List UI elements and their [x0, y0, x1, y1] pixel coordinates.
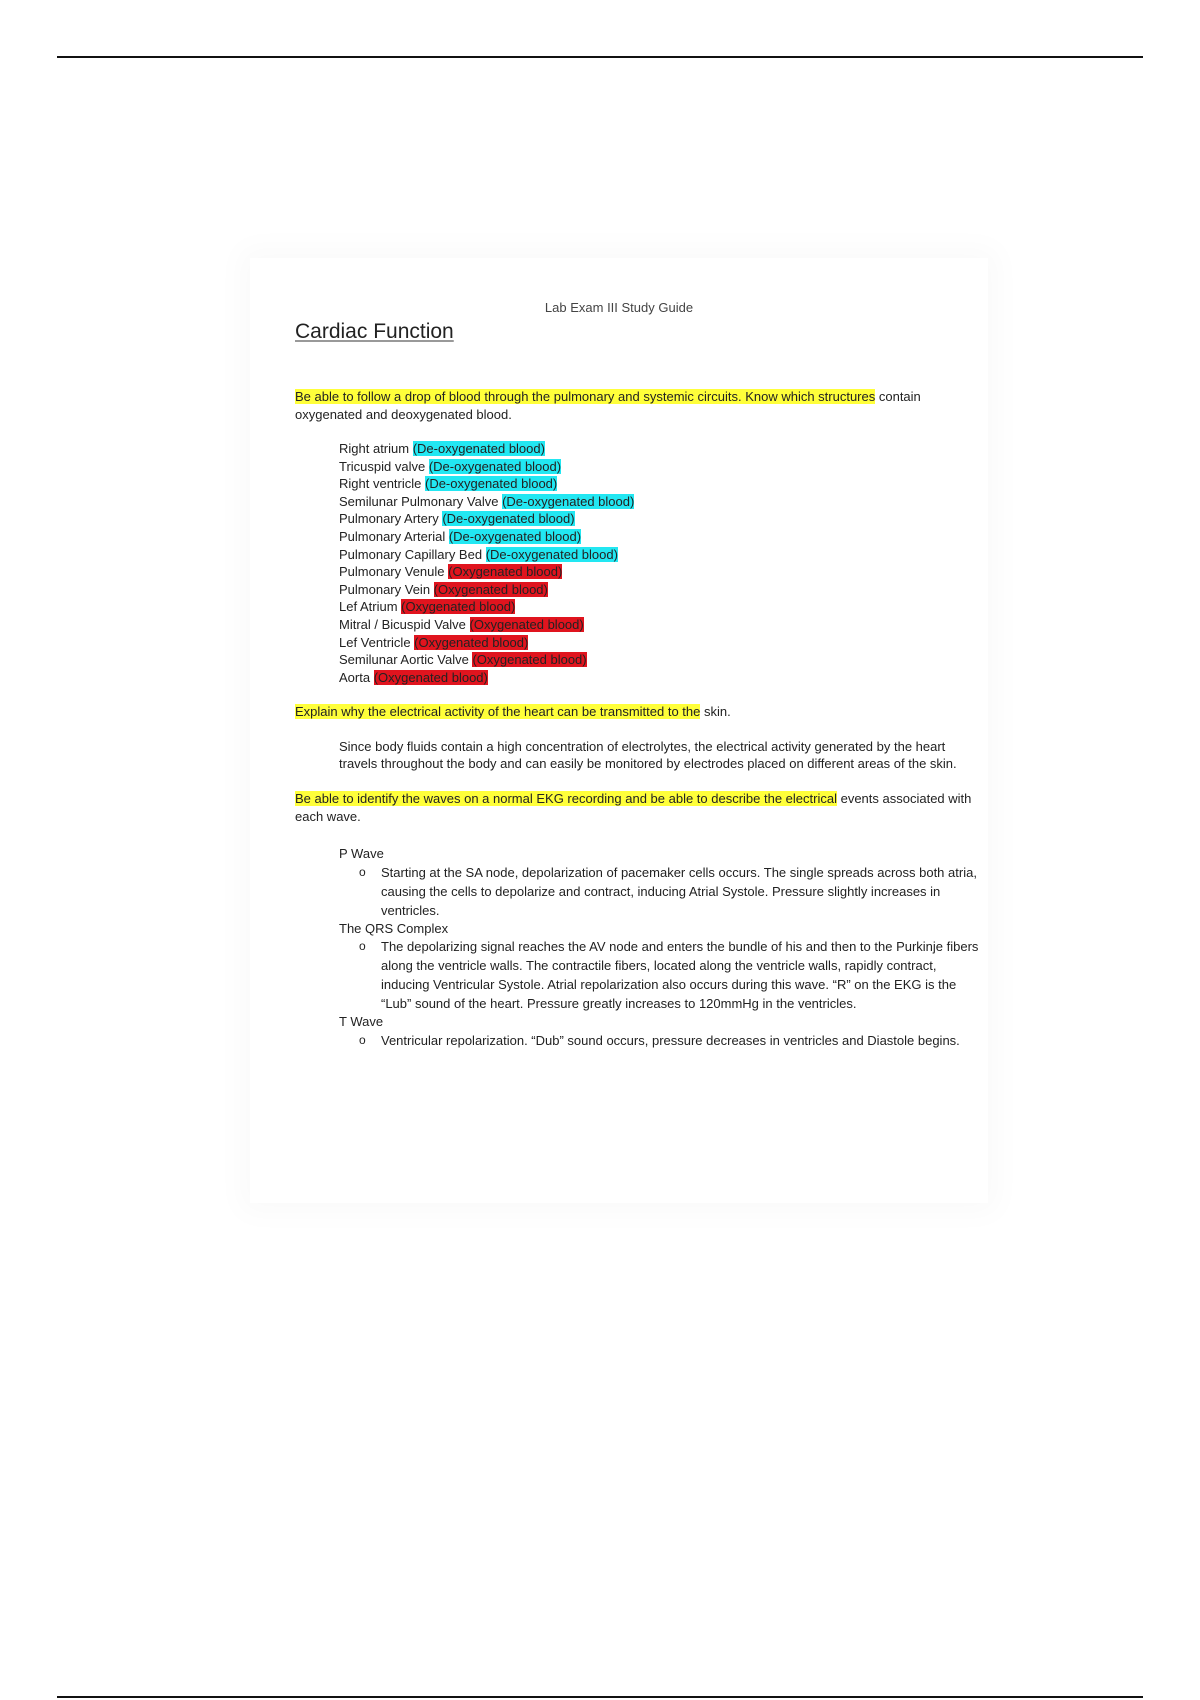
- deoxygenated-note: (De-oxygenated blood): [428, 458, 562, 474]
- page-title-text: Cardiac Function: [295, 320, 454, 343]
- structure-label: Lef Atrium: [339, 599, 402, 615]
- answer-text: Since body fluids contain a high concentration of electrolytes, the electrical activity generated by the heart travels throughout the body and can easily be monitored by electrodes placed on different areas of the skin.: [339, 738, 957, 772]
- list-item: [317, 546, 985, 564]
- list-item: [317, 475, 985, 493]
- blood-flow-list: [295, 440, 985, 686]
- list-item: [317, 563, 985, 581]
- list-item: [317, 458, 985, 476]
- list-item: [317, 528, 985, 546]
- list-item: [317, 738, 985, 773]
- wave-name: P Wave: [339, 846, 384, 861]
- structure-label: Semilunar Aortic Valve: [339, 652, 473, 668]
- list-item: [317, 634, 985, 652]
- deoxygenated-note: (De-oxygenated blood): [485, 546, 618, 562]
- wave-description-list: [339, 937, 985, 1013]
- structure-label: Pulmonary Artery: [339, 511, 443, 527]
- deoxygenated-note: (De-oxygenated blood): [412, 441, 545, 456]
- structure-label: Lef Ventricle: [339, 634, 415, 650]
- structure-label: Right ventricle: [339, 476, 425, 492]
- structure-label: Mitral / Bicuspid Valve: [339, 616, 470, 632]
- wave-item: [317, 920, 985, 1014]
- page-header: Lab Exam III Study Guide: [544, 300, 694, 315]
- list-item: [359, 1031, 985, 1050]
- list-item: [317, 651, 985, 669]
- document-page: [250, 258, 988, 1203]
- oxygenated-note: (Oxygenated blood): [414, 634, 529, 650]
- list-item: [317, 598, 985, 616]
- structure-label: Pulmonary Vein: [339, 581, 434, 597]
- deoxygenated-note: (De-oxygenated blood): [502, 493, 635, 509]
- question-blood-flow: [295, 388, 985, 423]
- sub-bullet-icon: o: [359, 939, 366, 954]
- list-item: [317, 440, 985, 458]
- wave-description: Starting at the SA node, depolarization of pacemaker cells occurs. The single spreads across both atria, causing the cells to depolarize and contract, inducing Atrial Systole. Pressure slightly increases in ventricles.: [381, 864, 977, 918]
- bottom-border-line: [57, 1696, 1143, 1698]
- wave-name: T Wave: [339, 1014, 384, 1030]
- ekg-wave-list: [295, 845, 985, 1050]
- top-border-line: [57, 56, 1143, 58]
- structure-label: Tricuspid valve: [339, 458, 429, 474]
- oxygenated-note: (Oxygenated blood): [433, 581, 548, 597]
- oxygenated-note: (Oxygenated blood): [469, 616, 584, 632]
- structure-label: Pulmonary Capillary Bed: [339, 546, 486, 562]
- page-title: [295, 320, 454, 344]
- question-rest: events associated with each wave.: [295, 791, 972, 824]
- structure-label: Right atrium: [339, 441, 413, 456]
- answer-list: [295, 738, 985, 773]
- list-item: [317, 581, 985, 599]
- question-ekg-waves: [295, 790, 985, 825]
- list-item: [359, 863, 985, 920]
- list-item: [317, 669, 985, 687]
- structure-label: Aorta: [339, 669, 374, 685]
- deoxygenated-note: (De-oxygenated blood): [442, 511, 575, 527]
- list-item: [317, 493, 985, 511]
- oxygenated-note: (Oxygenated blood): [373, 669, 488, 685]
- question-electrical-skin: [295, 703, 985, 721]
- question-highlight: Be able to identify the waves on a normal EKG recording and be able to describe the electrical: [295, 791, 837, 806]
- oxygenated-note: (Oxygenated blood): [472, 652, 587, 668]
- oxygenated-note: (Oxygenated blood): [401, 599, 516, 615]
- structure-label: Semilunar Pulmonary Valve: [339, 493, 503, 509]
- oxygenated-note: (Oxygenated blood): [448, 564, 563, 580]
- sub-bullet-icon: o: [359, 1032, 366, 1047]
- sub-bullet-icon: o: [359, 864, 366, 879]
- wave-description: Ventricular repolarization. “Dub” sound occurs, pressure decreases in ventricles and Diastole begins.: [381, 1032, 960, 1048]
- deoxygenated-note: (De-oxygenated blood): [448, 528, 582, 544]
- wave-description-list: [339, 1031, 985, 1050]
- structure-label: Pulmonary Arterial: [339, 528, 449, 544]
- wave-description-list: [339, 863, 985, 920]
- list-item: [317, 616, 985, 634]
- structure-label: Pulmonary Venule: [339, 564, 449, 580]
- wave-item: [317, 845, 985, 920]
- question-highlight: Be able to follow a drop of blood through the pulmonary and systemic circuits. Know which structures: [295, 389, 876, 404]
- list-item: [359, 937, 985, 1013]
- wave-name: The QRS Complex: [339, 920, 449, 936]
- wave-description: The depolarizing signal reaches the AV node and enters the bundle of his and then to the Purkinje fibers along the ventricle walls. The contractile fibers, located along the ventricle walls, rapidly contract, inducing Ventricular Systole. Atrial repolarization also occurs during this wave. “R” on the EKG is the “Lub” sound of the heart. Pressure greatly increases to 120mmHg in the ventricles.: [381, 939, 979, 1012]
- document-content: [295, 388, 985, 1067]
- question-rest: contain oxygenated and deoxygenated blood.: [295, 389, 921, 422]
- question-rest: skin.: [700, 704, 731, 720]
- question-highlight: Explain why the electrical activity of the heart can be transmitted to the: [295, 704, 701, 720]
- wave-item: [317, 1013, 985, 1050]
- list-item: [317, 510, 985, 528]
- deoxygenated-note: (De-oxygenated blood): [424, 476, 558, 492]
